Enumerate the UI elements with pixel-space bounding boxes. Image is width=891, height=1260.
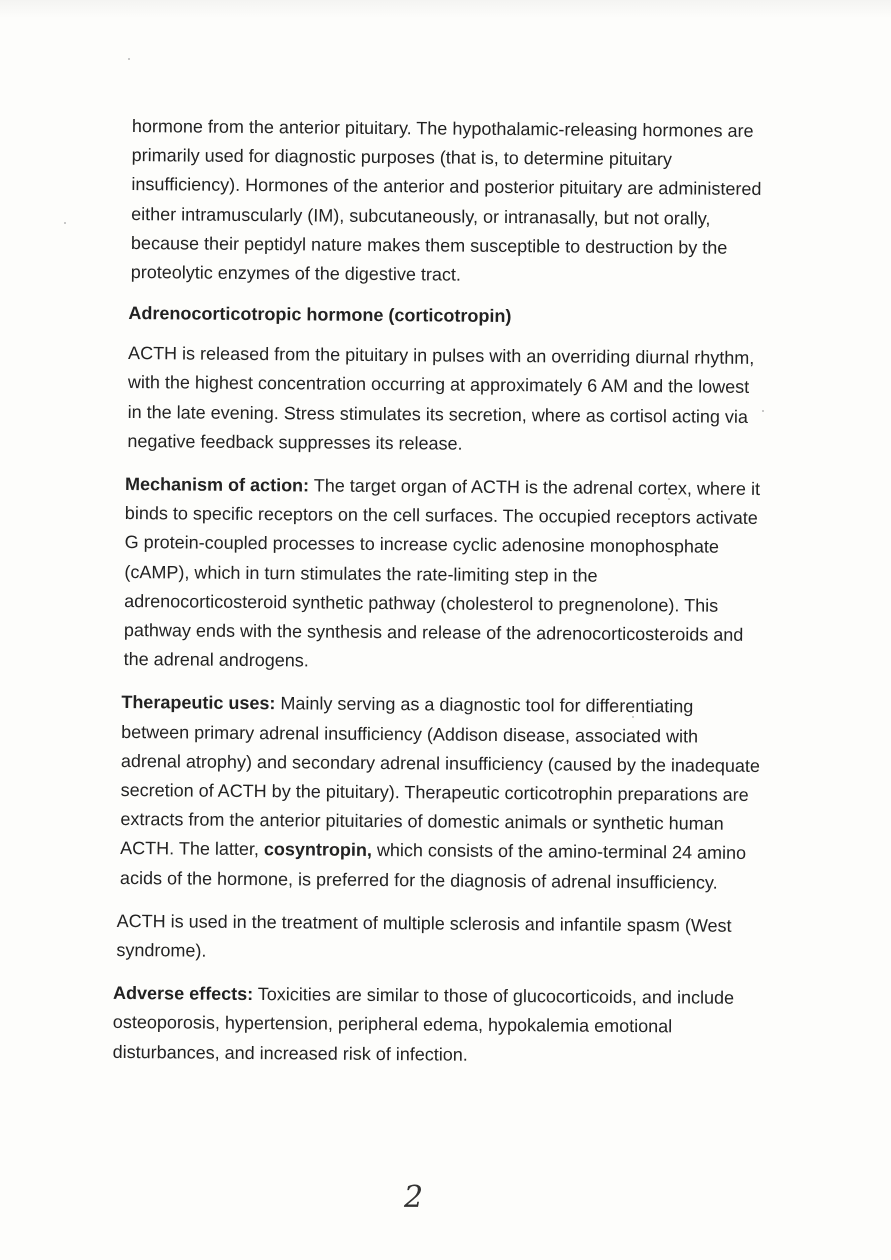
mechanism-paragraph [124,470,764,679]
page-body [112,112,766,1086]
mechanism-text: The target organ of ACTH is the adrenal cortex, where it binds to specific receptors on the cell surfaces. The occupied receptors activate G protein-coupled processes to increase cyclic adenosine monophosphate (cAMP), which in turn stimulates the rate-limiting step in the adrenocorticosteroid synthetic pathway (cholesterol to pregnenolone). This pathway ends with the synthesis and release of the adrenocorticosteroids and the adrenal androgens. [123,475,761,671]
page-number: 2 [404,1180,424,1215]
cosyntropin-term: cosyntropin, [263,839,373,861]
acth-release-paragraph: ACTH is released from the pituitary in pulses with an overriding diurnal rhythm, with the highest concentration occurring at approximately 6 AM and the lowest in the late evening. Stress stimulates its secretion, where as cortisol acting via negative feedback suppresses its release. [127,343,755,454]
therapeutic-uses-text-b: which consists of the amino-terminal 24 amino acids of the hormone, is preferred for the diagnosis of adrenal insufficiency. [119,840,747,893]
adverse-effects-text: Toxicities are similar to those of glucocorticoids, and include osteoporosis, hypertension, peripheral edema, hypokalemia emotional disturbances, and increased risk of infection. [112,984,735,1065]
intro-paragraph: hormone from the anterior pituitary. The hypothalamic-releasing hormones are primarily used for diagnostic purposes (that is, to determine pituitary insufficiency). Hormones of the anterior and posterior pituitary are administered either intramuscularly (IM), subcutaneously, or intranasally, but not orally, because their peptidyl nature makes them susceptible to destruction by the proteolytic enzymes of the digestive tract. [130,116,762,285]
therapeutic-uses-paragraph [120,688,762,897]
adverse-effects-paragraph [113,979,760,1072]
section-heading: Adrenocorticotropic hormone (corticotropin) [128,303,512,327]
therapeutic-uses-text-a: Mainly serving as a diagnostic tool for differentiating between primary adrenal insufficiency (Addison disease, associated with adrenal atrophy) and secondary adrenal insufficiency (caused by the inadequate secretion of ACTH by the pituitary). Therapeutic corticotrophin preparations are extracts from the anterior pituitaries of domestic animals or synthetic human ACTH. The latter, [120,693,761,860]
therapeutic-uses-label: Therapeutic uses: [121,692,276,714]
multiple-sclerosis-paragraph: ACTH is used in the treatment of multiple sclerosis and infantile spasm (West syndrome). [116,910,732,961]
mechanism-label: Mechanism of action: [124,474,310,496]
adverse-effects-label: Adverse effects: [113,983,254,1005]
scan-speck [128,58,130,60]
scan-speck [64,222,66,224]
